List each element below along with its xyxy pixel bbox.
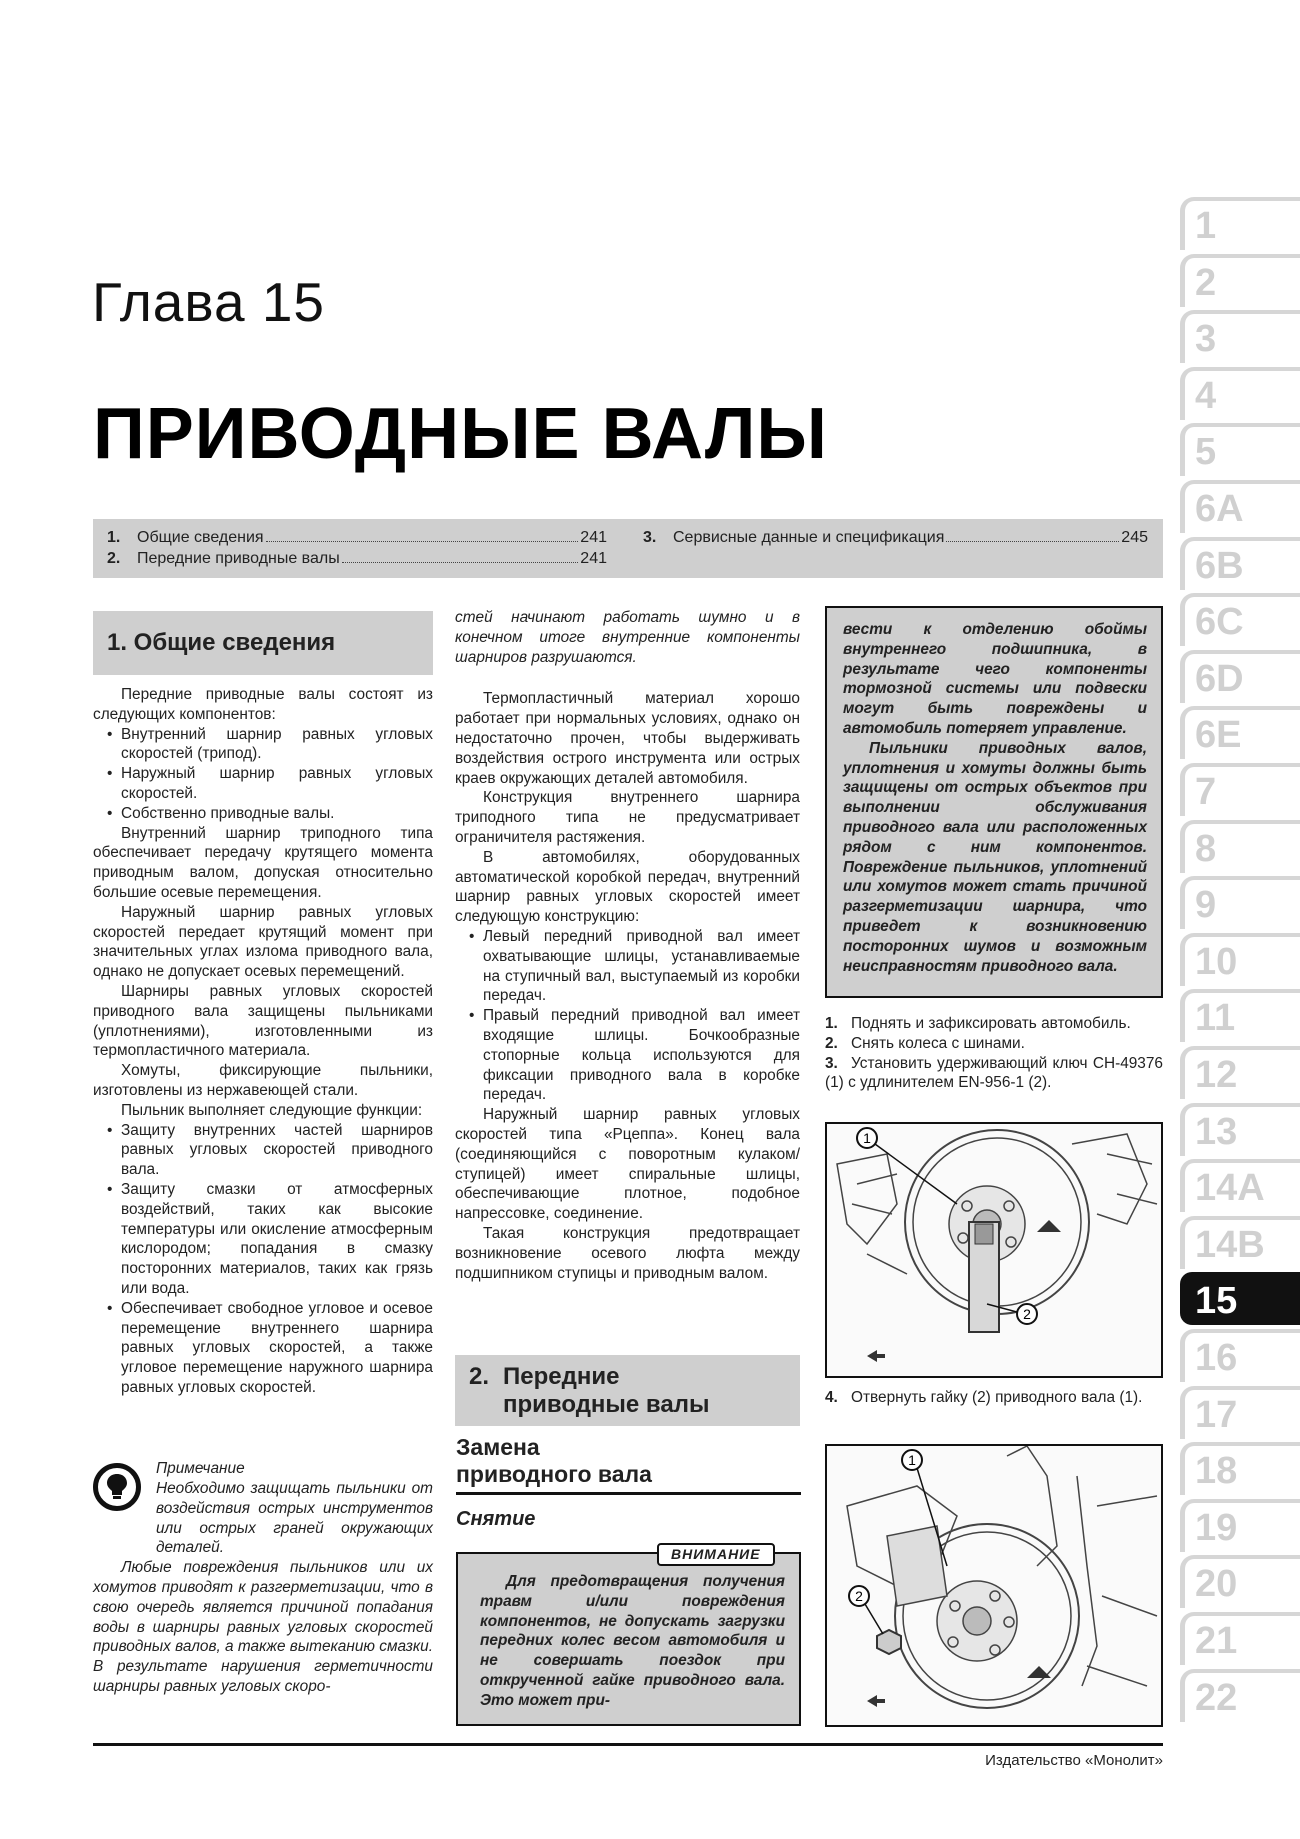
step-text: Поднять и зафиксировать автомобиль. [851,1015,1131,1032]
column-middle [455,608,800,1283]
bullet-item: • Собственно приводные валы. [93,804,433,824]
step-number: 3. [825,1054,838,1072]
paragraph: В автомобилях, оборудованных автоматической коробкой передач, внутренний шарнир равных угловых скоростей имеет следующую конструкцию: [455,848,800,926]
table-of-contents [93,519,1163,578]
figure-nut-removal [825,1444,1163,1727]
chapter-tab[interactable]: 6B [1180,537,1300,590]
brake-disc-illustration [827,1446,1161,1725]
svg-text:1: 1 [863,1130,871,1146]
bullet-item: • Левый передний приводной вал имеет охватывающие шлицы, устанавливаемые на ступичный вал, выступаемый из коробки передач. [455,927,800,1006]
arrow-icon [867,1350,885,1362]
paragraph: Наружный шарнир равных угловых скоростей типа «Рцеппа». Конец вала (соединяющийся с поворотным кулаком/ступицей) имеет спиральные шлицы, обеспечивающие плотное, подобное напрессовке, соединение. [455,1106,800,1223]
toc-entry[interactable] [107,529,607,547]
chapter-tab[interactable]: 20 [1180,1555,1300,1608]
chapter-tab[interactable]: 18 [1180,1442,1300,1495]
chapter-tab[interactable]: 5 [1180,423,1300,476]
chapter-tab[interactable]: 11 [1180,989,1300,1042]
section-heading-general: 1. Общие сведения [93,611,433,675]
bullet-item: • Обеспечивает свободное угловое и осевое перемещение внутреннего шарнира равных угловых скоростей, а также угловое перемещение наружного шарнира равных угловых скоростей. [93,1299,433,1398]
chapter-tab[interactable]: 1 [1180,197,1300,250]
toc-leader [946,531,1119,542]
step-item [825,1034,1163,1054]
callout-1 [857,1128,957,1204]
chapter-tab[interactable]: 15 [1180,1272,1300,1325]
svg-text:2: 2 [1023,1306,1031,1322]
arrow-icon [867,1695,885,1707]
chapter-tab[interactable]: 13 [1180,1103,1300,1156]
paragraph: Такая конструкция предотвращает возникновение осевого люфта между подшипником ступицы и приводным валом. [455,1224,800,1282]
chapter-tab[interactable]: 19 [1180,1499,1300,1552]
paragraph: Передние приводные валы состоят из следующих компонентов: [93,686,433,723]
chapter-tab[interactable]: 9 [1180,876,1300,929]
toc-label: Передние приводные валы [137,550,340,567]
toc-page: 241 [580,529,607,546]
column-left [93,685,433,1398]
bullet-item: • Защиту внутренних частей шарниров равных угловых скоростей приводного вала. [93,1121,433,1180]
step-item [825,1388,1163,1408]
step-item [825,1054,1163,1094]
toc-number: 1. [107,529,121,546]
paragraph-continued: стей начинают работать шумно и в конечном итоге внутренние компоненты шарниров разрушаются. [455,609,800,666]
toc-leader [266,531,579,542]
chapter-tab[interactable]: 16 [1180,1329,1300,1382]
toc-entry[interactable] [107,550,607,568]
chapter-tab[interactable]: 4 [1180,367,1300,420]
chapter-tab[interactable]: 2 [1180,254,1300,307]
warning-badge: ВНИМАНИЕ [657,1543,775,1566]
note-paragraph: Необходимо защищать пыльники от воздействия острых инструментов или острых граней окружающих деталей. [156,1480,433,1557]
toc-label: Общие сведения [137,529,264,546]
figure-wrench-install [825,1122,1163,1378]
paragraph: Наружный шарнир равных угловых скоростей передает крутящий момент при значительных углах излома приводного вала, однако не допускает осевых перемещений. [93,903,433,981]
hub-wrench-illustration [827,1124,1161,1376]
step-text: Отвернуть гайку (2) приводного вала (1). [851,1389,1143,1406]
note-title: Примечание [156,1460,245,1477]
subsection-title-line: приводного вала [456,1461,652,1487]
step-number: 2. [825,1034,838,1052]
chapter-tab[interactable]: 14A [1180,1159,1300,1212]
bullet-item: • Внутренний шарнир равных угловых скоростей (трипод). [93,725,433,765]
footer-rule [93,1743,1163,1746]
chapter-tab[interactable]: 12 [1180,1046,1300,1099]
axle-nut [877,1630,901,1654]
paragraph: Хомуты, фиксирующие пыльники, изготовлены из нержавеющей стали. [93,1062,433,1099]
paragraph: Конструкция внутреннего шарнира триподного типа не предусматривает ограничителя растяжения. [455,789,800,846]
chapter-tab[interactable]: 6C [1180,593,1300,646]
toc-entry[interactable] [643,529,1148,547]
chapter-tab[interactable]: 8 [1180,820,1300,873]
section-title-line: Передние [503,1363,620,1390]
toc-page: 241 [580,550,607,567]
column-right-steps [825,1014,1163,1093]
paragraph: Шарниры равных угловых скоростей приводного вала защищены пыльниками (уплотнениями), изготовленными из термопластичного материала. [93,982,433,1060]
chapter-tab[interactable]: 21 [1180,1612,1300,1665]
chapter-tab[interactable]: 6E [1180,706,1300,759]
callout-2 [849,1586,883,1634]
section-heading-front-shafts [455,1355,800,1426]
toc-leader [342,552,579,563]
bullet-item: • Защиту смазки от атмосферных воздействий, таких как высокие температуры или окисление атмосферным кислородом; попадания в смазку посторонних материалов, таких как грязь или вода. [93,1180,433,1299]
toc-number: 2. [107,550,121,567]
chapter-tab[interactable]: 14B [1180,1216,1300,1269]
warning-box [456,1552,801,1726]
step-text: Установить удерживающий ключ CH-49376 (1) с удлинителем EN-956-1 (2). [825,1054,1163,1092]
paragraph: Пыльник выполняет следующие функции: [121,1101,423,1119]
svg-text:1: 1 [908,1452,916,1468]
paragraph: Термопластичный материал хорошо работает при нормальных условиях, однако он недостаточно прочен, чтобы выдерживать воздействия острого инструмента или острых краев окружающих деталей автомобиля. [455,690,800,787]
warning-text: Для предотвращения получения травм и/или повреждения компонентов, не допускать загрузки передних колес весом автомобиля и не совершать поездок при открученной гайке приводного вала. Это может при- [480,1573,785,1709]
toc-number: 3. [643,529,657,546]
step-text: Снять колеса с шинами. [851,1034,1025,1052]
section-title-line: приводные валы [503,1391,710,1418]
note-paragraph: Любые повреждения пыльников или их хомутов приводят к разгерметизации, что в свою очередь является причиной попадания воды в шарниры равных угловых скоростей приводных валов, а также вытеканию смазки. В результате нарушения герметичности шарниры равных угловых скоро- [93,1559,433,1695]
chapter-label: Глава 15 [92,271,326,333]
publisher-credit: Издательство «Монолит» [985,1752,1163,1769]
step-number: 4. [825,1389,838,1406]
chapter-title: ПРИВОДНЫЕ ВАЛЫ [93,394,828,474]
step-4 [825,1388,1163,1408]
warning-text: Пыльники приводных валов, уплотнения и хомуты должны быть защищены от острых объектов при выполнении обслуживания приводного вала или расположенных рядом с ним компонентов. Повреждение пыльников, уплотнений или хомутов может стать причиной разгерметизации шарнира, что приведет к возникновению посторонних шумов и возможным неисправностям приводного вала. [843,739,1147,975]
chapter-tab[interactable]: 7 [1180,763,1300,816]
step-number: 1. [825,1015,838,1032]
chapter-tab[interactable]: 3 [1180,310,1300,363]
toc-page: 245 [1121,529,1148,546]
subsection-title-line: Замена [456,1434,540,1460]
bullet-item: • Наружный шарнир равных угловых скоростей. [93,764,433,804]
step-item [825,1014,1163,1034]
chapter-tab[interactable]: 6D [1180,650,1300,703]
procedure-heading-removal: Снятие [456,1508,536,1530]
paragraph: Внутренний шарнир триподного типа обеспечивает передачу крутящего момента приводным валом, допуская относительно большие осевые перемещения. [93,824,433,901]
warning-box-continued [825,606,1163,998]
toc-label: Сервисные данные и спецификация [673,529,945,546]
warning-text: вести к отделению обоймы внутреннего подшипника, в результате чего компоненты тормозной системы или подвески могут быть повреждены и автомобиль потеряет управление. [843,621,1147,737]
section-number: 2. [469,1363,490,1390]
chapter-tab[interactable]: 22 [1180,1669,1300,1722]
chapter-tab[interactable]: 17 [1180,1386,1300,1439]
svg-text:2: 2 [855,1588,863,1604]
subsection-heading [456,1434,801,1495]
note-text [93,1479,433,1697]
chapter-tab[interactable]: 10 [1180,933,1300,986]
bullet-item: • Правый передний приводной вал имеет входящие шлицы. Бочкообразные стопорные кольца используются для фиксации приводного вала в коробке передач. [455,1006,800,1105]
chapter-tab[interactable]: 6A [1180,480,1300,533]
